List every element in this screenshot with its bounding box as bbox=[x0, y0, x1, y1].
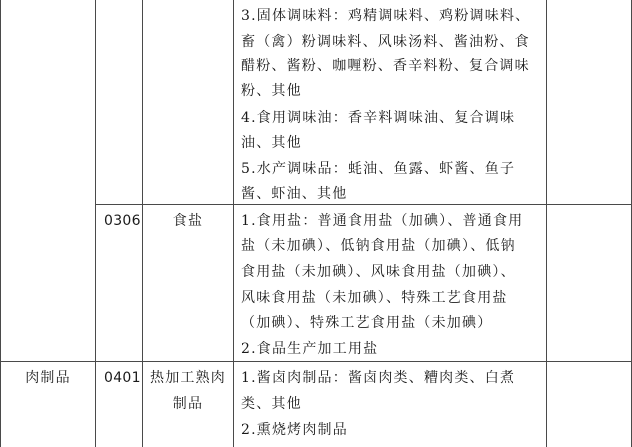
product-name: 食盐 bbox=[172, 213, 204, 229]
product-code: 0401 bbox=[104, 370, 141, 386]
detail-line: 1.酱卤肉制品：酱卤肉类、糟肉类、白煮 bbox=[241, 370, 516, 386]
column-divider-category bbox=[95, 0, 96, 447]
detail-line: 粉、其他 bbox=[241, 83, 302, 99]
detail-line: 油、其他 bbox=[241, 135, 302, 151]
category-name: 肉制品 bbox=[25, 370, 71, 386]
detail-line: （加碘）、特殊工艺食用盐（未加碘） bbox=[241, 315, 493, 331]
row-divider-2 bbox=[0, 361, 632, 362]
product-name: 制品 bbox=[172, 396, 204, 412]
product-code: 0306 bbox=[104, 213, 141, 229]
detail-line: 醋粉、酱粉、咖喱粉、香辛料粉、复合调味 bbox=[241, 58, 530, 74]
detail-line: 风味食用盐（未加碘）、特殊工艺食用盐 bbox=[241, 290, 508, 306]
detail-line: 2.食品生产加工用盐 bbox=[241, 341, 379, 357]
column-divider-name bbox=[233, 0, 234, 447]
detail-line: 2.熏烧烤肉制品 bbox=[241, 422, 348, 438]
detail-line: 4.食用调味油：香辛料调味油、复合调味 bbox=[241, 110, 516, 126]
detail-line: 酱、虾油、其他 bbox=[241, 186, 348, 202]
detail-line: 食用盐（未加碘）、风味食用盐（加碘）、 bbox=[241, 264, 516, 280]
column-divider-detail bbox=[546, 0, 547, 447]
detail-line: 5.水产调味品：蚝油、鱼露、虾酱、鱼子 bbox=[241, 161, 516, 177]
detail-line: 畜（禽）粉调味料、风味汤料、酱油粉、食 bbox=[241, 34, 530, 50]
detail-line: 盐（未加碘）、低钠食用盐（加碘）、低钠 bbox=[241, 238, 516, 254]
detail-line: 1.食用盐：普通食用盐（加碘）、普通食用 bbox=[241, 213, 524, 229]
detail-line: 3.固体调味料：鸡精调味料、鸡粉调味料、 bbox=[241, 8, 531, 24]
detail-line: 类、其他 bbox=[241, 396, 302, 412]
product-name: 热加工熟肉 bbox=[150, 370, 226, 386]
row-divider-1 bbox=[95, 204, 632, 205]
